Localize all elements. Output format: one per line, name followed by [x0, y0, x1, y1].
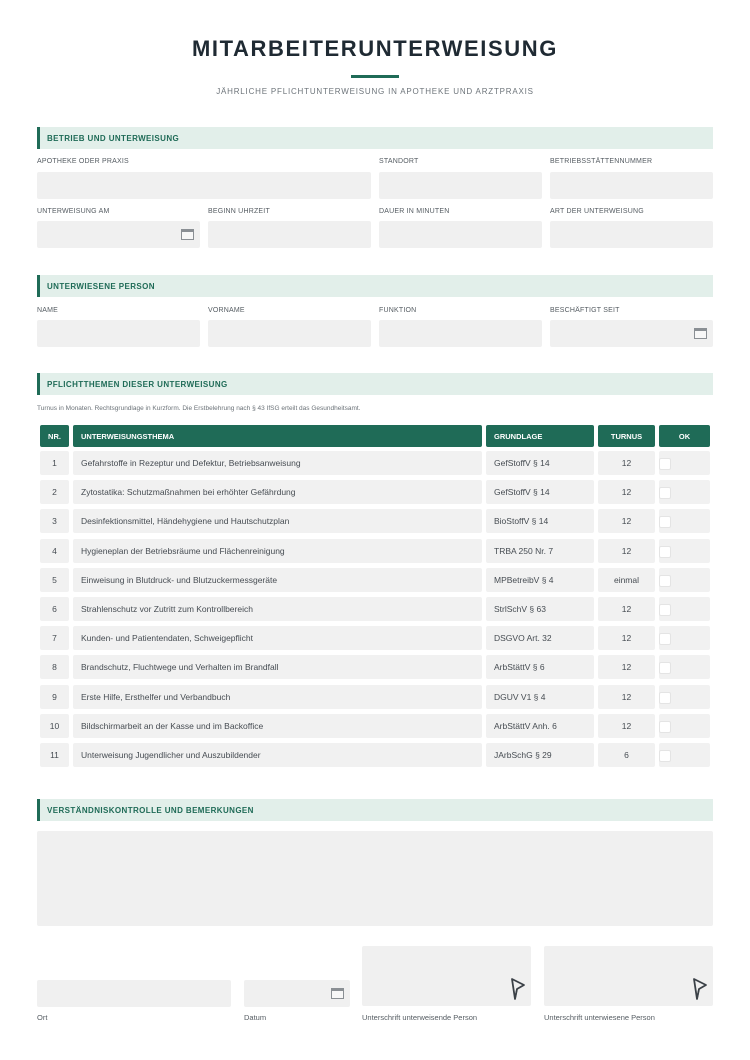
ok-checkbox[interactable]: [659, 692, 671, 704]
table-cell-nr: [40, 509, 69, 533]
table-cell-text: 3: [52, 516, 57, 526]
table-cell-text: Kunden- und Patientendaten, Schweigepflicht: [81, 633, 254, 643]
datum-label: Datum: [244, 1013, 267, 1022]
table-cell-grundlage: [486, 509, 594, 533]
table-cell-text: 1: [52, 458, 57, 468]
unterweisung-am-field[interactable]: [37, 221, 200, 248]
table-cell-text: Strahlenschutz vor Zutritt zum Kontrollbereich: [81, 604, 253, 614]
ok-checkbox[interactable]: [659, 604, 671, 616]
table-cell-text: 12: [621, 516, 632, 526]
table-cell-grundlage: [486, 451, 594, 475]
table-cell-text: 5: [52, 575, 57, 585]
ort-label: Ort: [37, 1013, 48, 1022]
unterweisung-am-label: UNTERWEISUNG AM: [37, 208, 110, 215]
table-cell-thema: [73, 685, 482, 709]
table-cell-grundlage: [486, 714, 594, 738]
funktion-field[interactable]: [379, 320, 542, 347]
table-cell-text: Bildschirmarbeit an der Kasse und im Backoffice: [81, 721, 264, 731]
table-cell-text: JArbSchG § 29: [494, 750, 552, 760]
table-cell-text: Unterweisung Jugendlicher und Auszubildender: [81, 750, 261, 760]
table-cell-text: ArbStättV § 6: [494, 662, 545, 672]
standort-field[interactable]: [379, 172, 542, 199]
beschaeftigt-field[interactable]: [550, 320, 713, 347]
table-cell-turnus: [598, 509, 655, 533]
table-cell-text: Zytostatika: Schutzmaßnahmen bei erhöhter Gefährdung: [81, 487, 296, 497]
page-subtitle: JÄHRLICHE PFLICHTUNTERWEISUNG IN APOTHEKE UND ARZTPRAXIS: [216, 87, 534, 96]
table-cell-text: 4: [52, 546, 57, 556]
column-header-label: UNTERWEISUNGSTHEMA: [81, 432, 175, 441]
beginn-label: BEGINN UHRZEIT: [208, 208, 270, 215]
calendar-icon[interactable]: [331, 988, 344, 999]
datum-field[interactable]: [244, 980, 350, 1007]
table-cell-ok: [659, 568, 710, 592]
table-cell-turnus: [598, 480, 655, 504]
table-cell-nr: [40, 655, 69, 679]
table-cell-nr: [40, 480, 69, 504]
table-cell-nr: [40, 597, 69, 621]
table-cell-turnus: [598, 568, 655, 592]
betriebsstaette-field[interactable]: [550, 172, 713, 199]
table-cell-thema: [73, 655, 482, 679]
table-cell-thema: [73, 743, 482, 767]
signature-field-unterwiesene[interactable]: [544, 946, 713, 1006]
page-title: MITARBEITERUNTERWEISUNG: [192, 36, 558, 61]
table-cell-grundlage: [486, 743, 594, 767]
table-cell-text: GefStoffV § 14: [494, 458, 550, 468]
bemerkungen-field[interactable]: [37, 831, 713, 926]
dauer-field[interactable]: [379, 221, 542, 248]
table-cell-text: Gefahrstoffe in Rezeptur und Defektur, Betriebsanweisung: [81, 458, 301, 468]
table-cell-text: Einweisung in Blutdruck- und Blutzuckermessgeräte: [81, 575, 278, 585]
section-title: VERSTÄNDNISKONTROLLE UND BEMERKUNGEN: [47, 806, 254, 815]
vorname-label: VORNAME: [208, 307, 245, 314]
table-cell-text: 12: [621, 633, 632, 643]
table-cell-text: ArbStättV Anh. 6: [494, 721, 557, 731]
table-cell-text: Brandschutz, Fluchtwege und Verhalten im Brandfall: [81, 662, 279, 672]
table-cell-text: 2: [52, 487, 57, 497]
column-header-label: OK: [678, 432, 691, 441]
table-cell-text: 9: [52, 692, 57, 702]
vorname-field[interactable]: [208, 320, 371, 347]
calendar-icon[interactable]: [181, 229, 194, 240]
table-cell-text: 12: [621, 487, 632, 497]
ok-checkbox[interactable]: [659, 750, 671, 762]
column-header-ok: [659, 425, 710, 447]
table-cell-text: 10: [49, 721, 60, 731]
table-cell-text: 12: [621, 458, 632, 468]
betriebsstaette-label: BETRIEBSSTÄTTENNUMMER: [550, 158, 653, 165]
table-cell-text: 12: [621, 692, 632, 702]
table-cell-ok: [659, 714, 710, 738]
column-header-label: GRUNDLAGE: [494, 432, 543, 441]
table-cell-text: GefStoffV § 14: [494, 487, 550, 497]
section-header-betrieb: [37, 127, 713, 149]
section-title: PFLICHTTHEMEN DIESER UNTERWEISUNG: [47, 380, 228, 389]
table-cell-text: Desinfektionsmittel, Händehygiene und Hautschutzplan: [81, 516, 290, 526]
table-cell-text: DGUV V1 § 4: [494, 692, 546, 702]
table-cell-ok: [659, 480, 710, 504]
name-field[interactable]: [37, 320, 200, 347]
table-cell-turnus: [598, 451, 655, 475]
table-cell-thema: [73, 597, 482, 621]
pen-icon: [509, 976, 527, 1002]
table-cell-thema: [73, 626, 482, 650]
column-header-thema: [73, 425, 482, 447]
table-cell-text: 12: [621, 604, 632, 614]
dauer-label: DAUER IN MINUTEN: [379, 208, 450, 215]
table-cell-text: StrlSchV § 63: [494, 604, 546, 614]
table-cell-thema: [73, 568, 482, 592]
title-underline: [351, 75, 399, 78]
ok-checkbox[interactable]: [659, 662, 671, 674]
signature-label-unterweisende: Unterschrift unterweisende Person: [362, 1013, 478, 1022]
table-cell-text: TRBA 250 Nr. 7: [494, 546, 554, 556]
name-label: NAME: [37, 307, 59, 314]
section-header-person: [37, 275, 713, 297]
table-cell-turnus: [598, 626, 655, 650]
standort-label: STANDORT: [379, 158, 419, 165]
table-cell-text: Erste Hilfe, Ersthelfer und Verbandbuch: [81, 692, 231, 702]
table-cell-thema: [73, 480, 482, 504]
table-cell-nr: [40, 626, 69, 650]
table-cell-nr: [40, 743, 69, 767]
table-cell-thema: [73, 714, 482, 738]
table-cell-ok: [659, 626, 710, 650]
table-cell-grundlage: [486, 539, 594, 563]
table-cell-turnus: [598, 597, 655, 621]
table-cell-turnus: [598, 714, 655, 738]
ort-field[interactable]: [37, 980, 231, 1007]
section-header-kontrolle: [37, 799, 713, 821]
table-cell-grundlage: [486, 480, 594, 504]
signature-label-unterwiesene: Unterschrift unterwiesene Person: [544, 1013, 655, 1022]
art-field[interactable]: [550, 221, 713, 248]
table-cell-text: 8: [52, 662, 57, 672]
table-cell-text: 12: [621, 662, 632, 672]
section-title: UNTERWIESENE PERSON: [47, 282, 155, 291]
column-header-grundlage: [486, 425, 594, 447]
table-cell-text: Hygieneplan der Betriebsräume und Flächenreinigung: [81, 546, 285, 556]
table-cell-text: einmal: [613, 575, 640, 585]
table-cell-thema: [73, 509, 482, 533]
signature-field-unterweisende[interactable]: [362, 946, 531, 1006]
table-cell-turnus: [598, 655, 655, 679]
apotheke-field[interactable]: [37, 172, 371, 199]
table-cell-text: 6: [624, 750, 629, 760]
funktion-label: FUNKTION: [379, 307, 417, 314]
ok-checkbox[interactable]: [659, 721, 671, 733]
table-cell-turnus: [598, 743, 655, 767]
table-cell-ok: [659, 655, 710, 679]
ok-checkbox[interactable]: [659, 487, 671, 499]
table-cell-grundlage: [486, 597, 594, 621]
table-cell-grundlage: [486, 685, 594, 709]
table-cell-thema: [73, 539, 482, 563]
table-cell-thema: [73, 451, 482, 475]
table-cell-text: BioStoffV § 14: [494, 516, 549, 526]
table-cell-ok: [659, 539, 710, 563]
ok-checkbox[interactable]: [659, 575, 671, 587]
column-header-label: NR.: [48, 432, 61, 441]
table-cell-text: MPBetreibV § 4: [494, 575, 554, 585]
ok-checkbox[interactable]: [659, 633, 671, 645]
table-note: Turnus in Monaten. Rechtsgrundlage in Kurzform. Die Erstbelehrung nach § 43 IfSG erteilt das Gesundheitsamt.: [37, 405, 361, 412]
table-cell-text: 11: [50, 750, 59, 760]
art-label: ART DER UNTERWEISUNG: [550, 208, 644, 215]
beginn-field[interactable]: [208, 221, 371, 248]
section-title: BETRIEB UND UNTERWEISUNG: [47, 134, 180, 143]
table-cell-text: DSGVO Art. 32: [494, 633, 552, 643]
pen-icon: [691, 976, 709, 1002]
ok-checkbox[interactable]: [659, 516, 671, 528]
column-header-turnus: [598, 425, 655, 447]
table-cell-nr: [40, 685, 69, 709]
table-cell-text: 12: [621, 721, 632, 731]
table-cell-grundlage: [486, 626, 594, 650]
table-cell-nr: [40, 451, 69, 475]
ok-checkbox[interactable]: [659, 458, 671, 470]
table-cell-nr: [40, 568, 69, 592]
table-cell-turnus: [598, 685, 655, 709]
beschaeftigt-label: BESCHÄFTIGT SEIT: [550, 307, 620, 314]
column-header-nr: [40, 425, 69, 447]
table-cell-text: 6: [52, 604, 57, 614]
apotheke-label: APOTHEKE ODER PRAXIS: [37, 158, 129, 165]
table-cell-grundlage: [486, 568, 594, 592]
table-cell-ok: [659, 685, 710, 709]
section-header-themen: [37, 373, 713, 395]
table-cell-turnus: [598, 539, 655, 563]
table-cell-text: 12: [621, 546, 632, 556]
calendar-icon[interactable]: [694, 328, 707, 339]
table-cell-ok: [659, 743, 710, 767]
column-header-label: TURNUS: [610, 432, 643, 441]
ok-checkbox[interactable]: [659, 546, 671, 558]
table-cell-ok: [659, 597, 710, 621]
table-cell-ok: [659, 509, 710, 533]
table-cell-grundlage: [486, 655, 594, 679]
table-cell-text: 7: [52, 633, 57, 643]
table-cell-nr: [40, 539, 69, 563]
table-cell-nr: [40, 714, 69, 738]
table-cell-ok: [659, 451, 710, 475]
